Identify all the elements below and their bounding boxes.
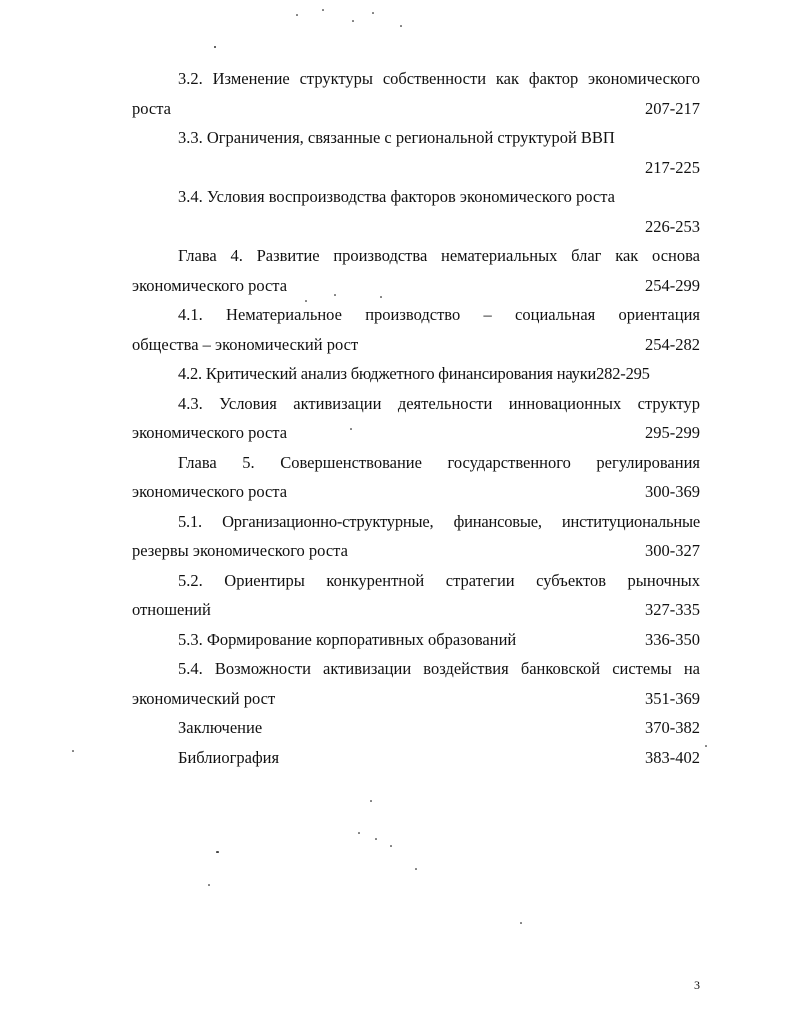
- toc-entry-pages: 217-225: [645, 157, 700, 177]
- toc-entry-title: 5.2. Ориентиры конкурентной стратегии субъектов рыночных: [178, 570, 700, 590]
- toc-entry-title-continued: отношений: [132, 600, 211, 619]
- toc-entry-pages: 254-299: [645, 275, 700, 295]
- toc-entry-title: 3.2. Изменение структуры собственности как фактор экономического: [178, 69, 700, 88]
- toc-entry-pages: 295-299: [645, 423, 700, 442]
- toc-entry-conclusion: [132, 713, 700, 743]
- toc-entry-3-4: [132, 182, 700, 241]
- toc-entry-title-continued: экономический рост: [132, 688, 276, 708]
- toc-entry-pages: 300-369: [645, 482, 700, 501]
- table-of-contents: [132, 64, 700, 772]
- toc-entry-title: 3.4. Условия воспроизводства факторов экономического роста: [178, 187, 615, 206]
- toc-entry-bibliography: [132, 743, 700, 773]
- toc-entry-title-continued: экономического роста: [132, 423, 288, 442]
- toc-entry-title: 5.1. Организационно-структурные, финансовые, институциональные: [178, 511, 700, 531]
- toc-entry-5-4: [132, 654, 700, 713]
- toc-entry-title: 4.1. Нематериальное производство – социальная ориентация: [178, 305, 700, 324]
- toc-entry-pages: 351-369: [645, 688, 700, 708]
- toc-entry-title: Заключение: [178, 718, 263, 737]
- toc-entry-5-1: [132, 507, 700, 566]
- toc-entry-pages: 336-350: [645, 629, 700, 649]
- toc-entry-4-1: [132, 300, 700, 359]
- toc-entry-chapter-4: [132, 241, 700, 300]
- toc-entry-title-continued: общества – экономический рост: [132, 334, 359, 354]
- toc-entry-pages: 207-217: [645, 98, 700, 118]
- toc-entry-title: 3.3. Ограничения, связанные с региональной структурой ВВП: [178, 128, 615, 147]
- toc-entry-title: 5.3. Формирование корпоративных образований: [178, 629, 517, 649]
- toc-entry-pages: 327-335: [645, 600, 700, 619]
- toc-entry-title-continued: экономического роста: [132, 275, 288, 295]
- toc-entry-title-continued: роста: [132, 98, 171, 118]
- toc-entry-title: 4.3. Условия активизации деятельности инновационных структур: [178, 393, 700, 413]
- toc-entry-title: 5.4. Возможности активизации воздействия банковской системы на: [178, 659, 700, 678]
- toc-entry-pages: 370-382: [645, 718, 700, 737]
- page-number: 3: [694, 978, 700, 992]
- toc-entry-3-3: [132, 123, 700, 182]
- toc-entry-chapter-5: [132, 448, 700, 507]
- toc-entry-pages: 300-327: [645, 541, 700, 560]
- toc-entry-3-2: [132, 64, 700, 123]
- toc-entry-5-2: [132, 566, 700, 625]
- toc-entry-4-3: [132, 389, 700, 448]
- toc-entry-title-continued: экономического роста: [132, 482, 288, 501]
- toc-entry-pages: 254-282: [645, 334, 700, 354]
- toc-entry-title-continued: резервы экономического роста: [132, 541, 348, 560]
- toc-entry-4-2: [132, 359, 700, 389]
- toc-entry-title: Глава 5. Совершенствование государственного регулирования: [178, 452, 700, 472]
- toc-entry-pages: 383-402: [645, 747, 700, 767]
- toc-entry-title: Библиография: [178, 747, 280, 767]
- toc-entry-pages: 226-253: [645, 216, 700, 236]
- toc-entry-5-3: [132, 625, 700, 655]
- toc-entry-title: Глава 4. Развитие производства нематериальных благ как основа: [178, 246, 700, 265]
- toc-entry-title: 4.2. Критический анализ бюджетного финансирования науки282-295: [178, 364, 650, 383]
